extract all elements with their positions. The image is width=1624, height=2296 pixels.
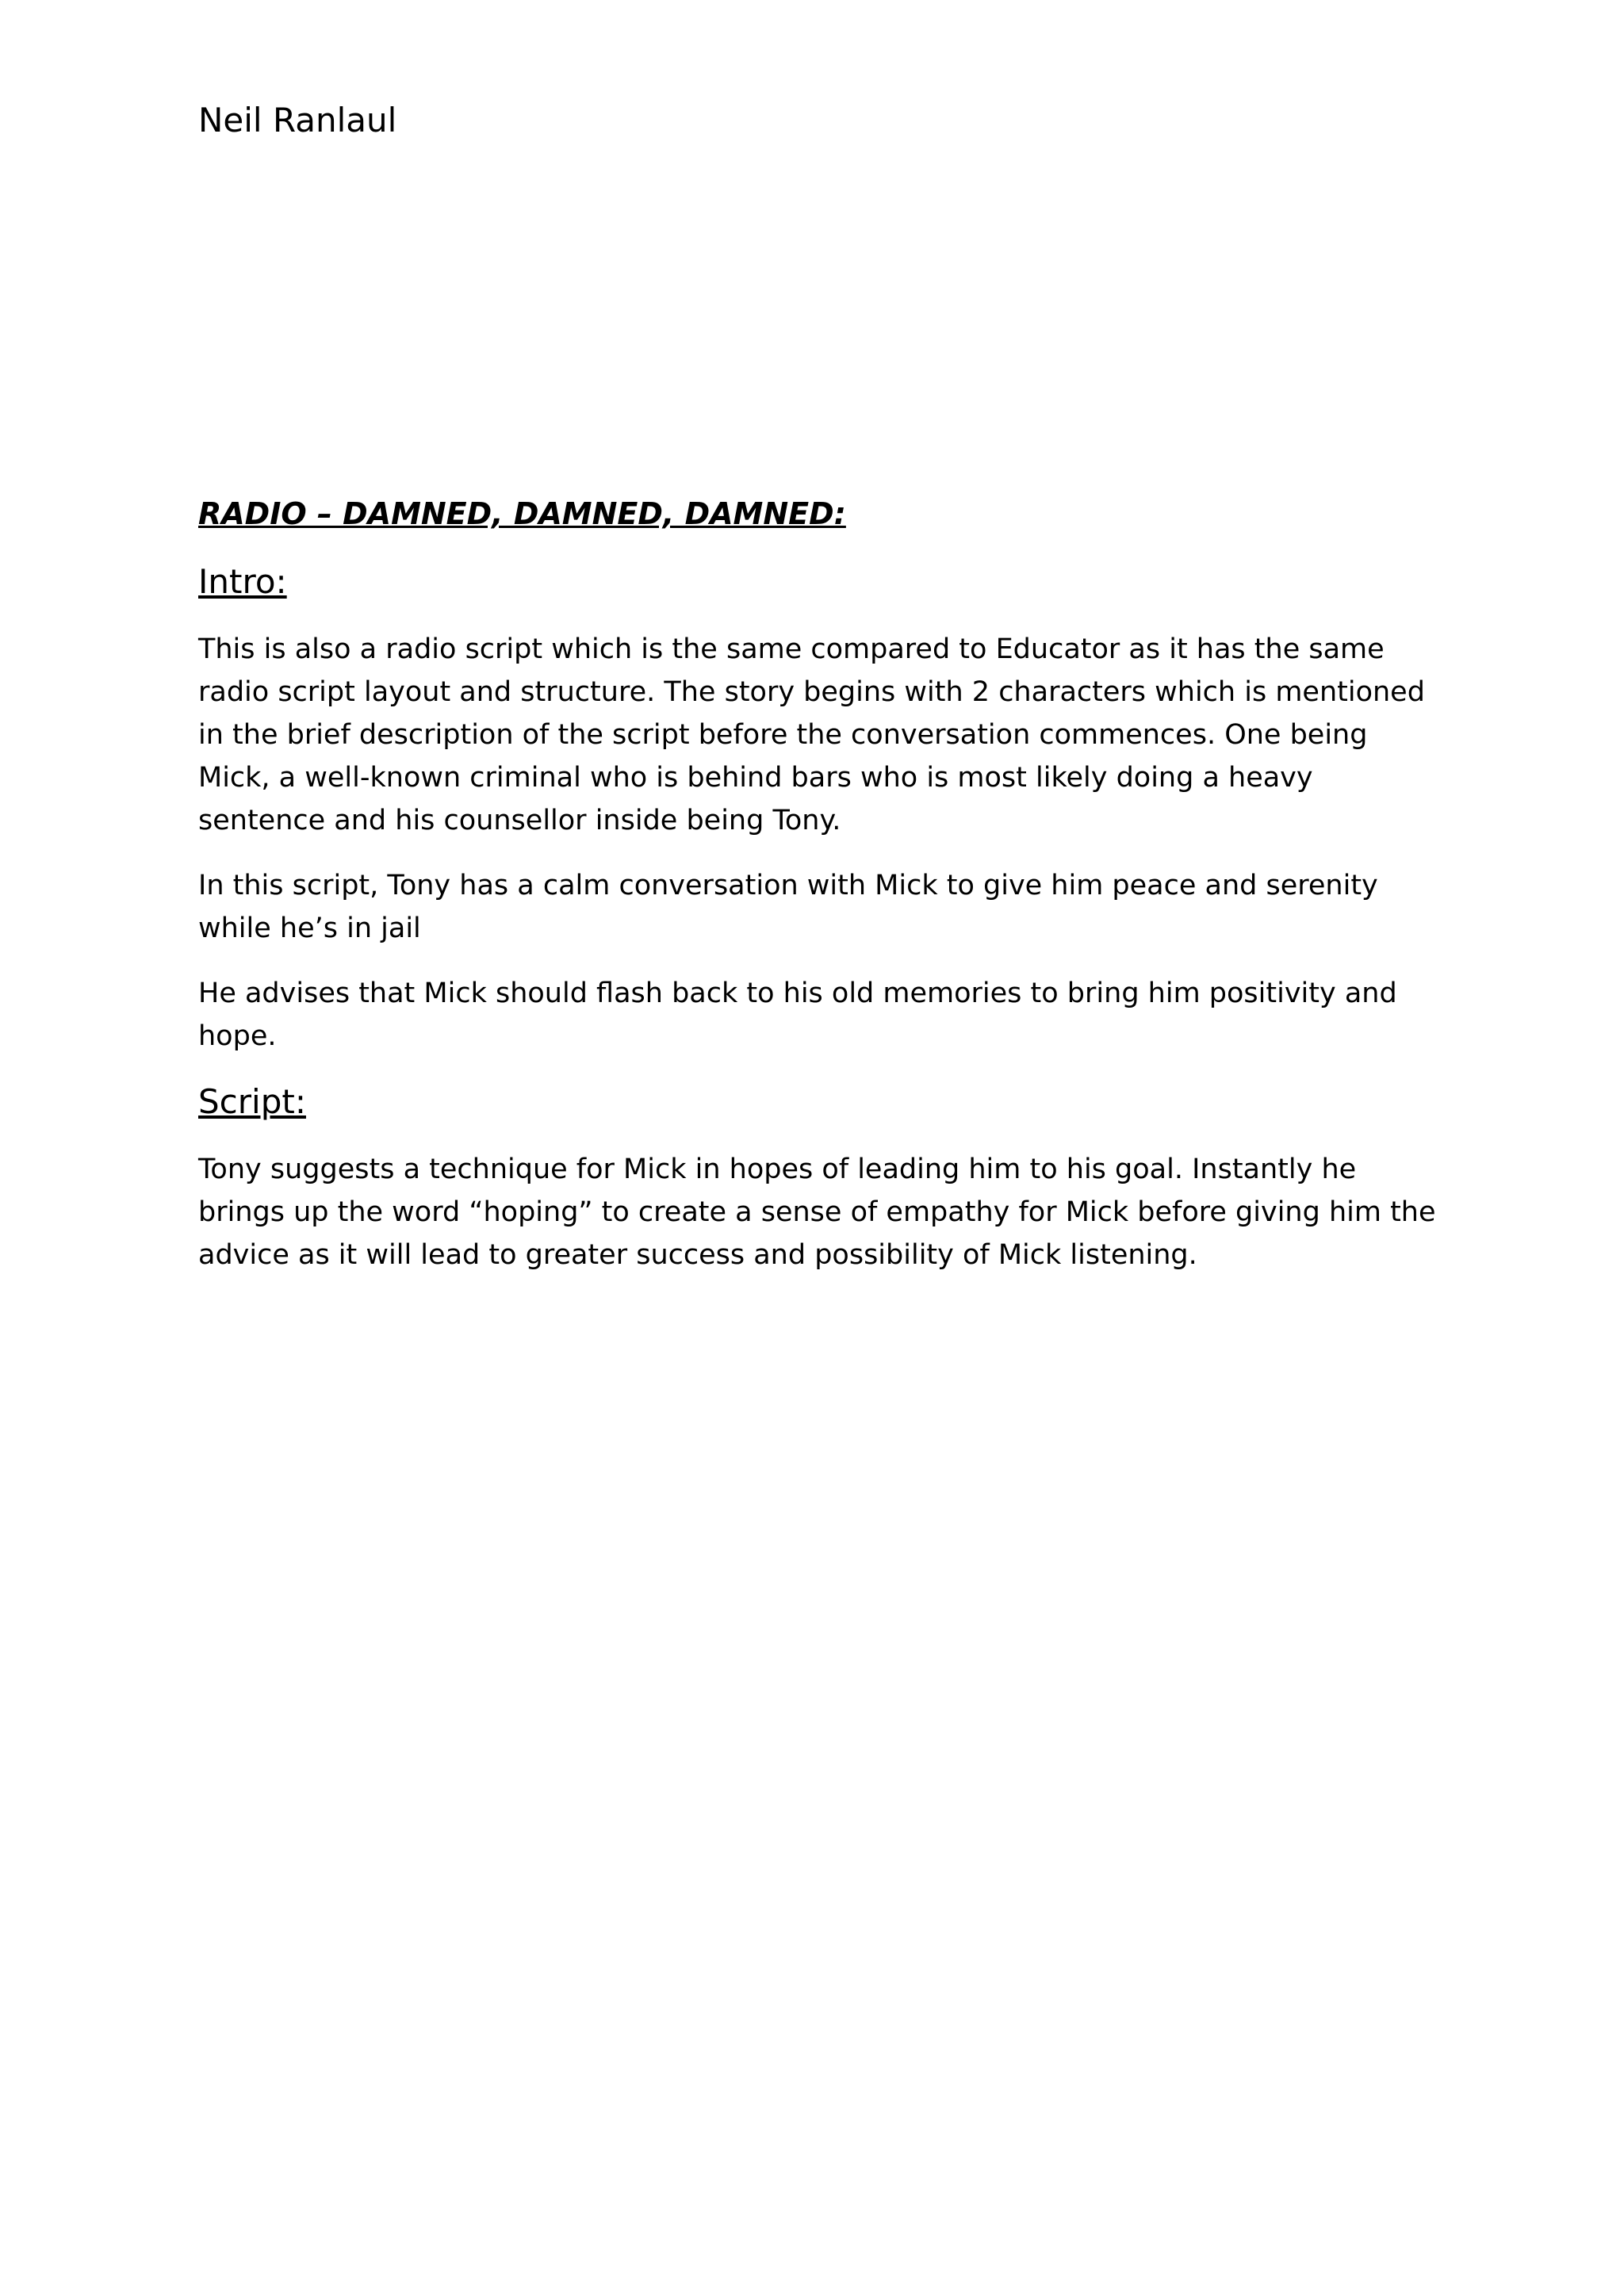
intro-paragraph-1: This is also a radio script which is the same compared to Educator as it has the same radio script layout and structure. The story begins with 2 characters which is mentioned in the brief description of the script before the conversation commences. One being Mick, a well-known criminal who is behind bars who is most likely doing a heavy sentence and his counsellor inside being Tony. [198,633,1425,836]
script-paragraph-1: Tony suggests a technique for Mick in hopes of leading him to his goal. Instantly he brings up the word “hoping” to create a sense of empathy for Mick before giving him the advice as it will lead to greater success and possibility of Mick listening. [198,1154,1436,1271]
author-name: Neil Ranlaul [198,101,397,140]
intro-paragraph-3: He advises that Mick should flash back to his old memories to bring him positivity and hope. [198,978,1397,1052]
intro-paragraph-2: In this script, Tony has a calm conversation with Mick to give him peace and serenity while he’s in jail [198,870,1378,944]
document-body [198,492,1443,1299]
section-heading-intro: Intro: [198,562,287,601]
section-heading-script: Script: [198,1082,306,1121]
document-title: RADIO – DAMNED, DAMNED, DAMNED: [198,496,846,531]
